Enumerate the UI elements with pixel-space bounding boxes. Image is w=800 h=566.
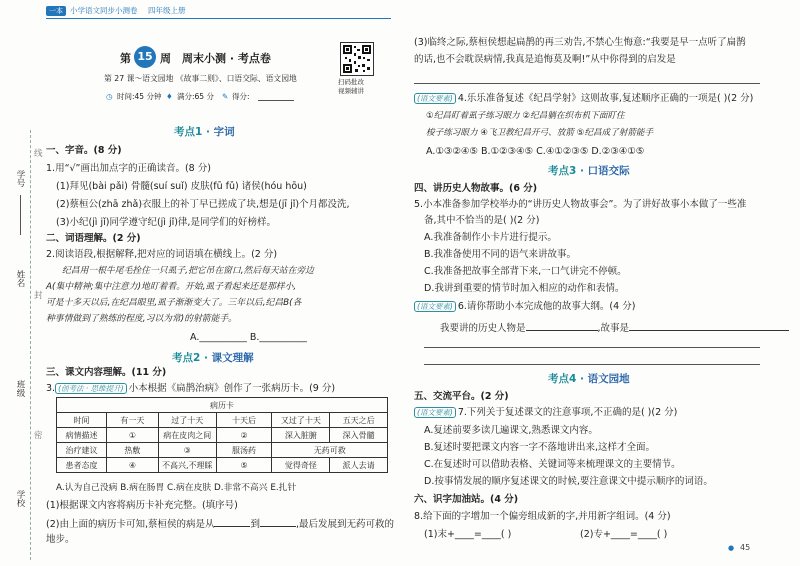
question-4-options[interactable]: A.①③②④⑤ B.①②③④⑤ C.④①②③⑤ D.②③④①⑤: [426, 146, 645, 157]
qr-caption-1: 扫码批改: [338, 78, 364, 86]
qr-code[interactable]: [340, 42, 374, 76]
passage-line-2: A(集中精神;集中注意力)地盯着看。开始,虱子看起来还是那样小,: [46, 282, 297, 292]
question-tag: (语文要素): [414, 301, 456, 312]
question-3-options: A.认为自己没病 B.病在肠胃 C.病在皮肤 D.非常不高兴 E.扎针: [56, 483, 297, 493]
kd-num: 3: [569, 165, 577, 177]
table-row: [57, 458, 388, 473]
q3-2-text-c: ,最后发展到无药可救的: [296, 519, 395, 530]
score-blank[interactable]: [258, 100, 294, 101]
part-3-heading: 三、课文内容理解。(11 分): [46, 367, 167, 378]
score-label: 得分:: [232, 92, 250, 101]
question-5-option-a[interactable]: A.我准备制作小卡片进行提示。: [424, 232, 557, 243]
q6-text-b: ,故事是: [597, 323, 630, 334]
kd-sep: ·: [200, 352, 212, 364]
question-8-item-1[interactable]: (1)末+____=____( ): [424, 529, 512, 540]
answer-blank[interactable]: [526, 320, 598, 331]
qr-code-pattern: [341, 43, 373, 75]
table-cell: 过了十天: [158, 413, 216, 428]
question-2: 2.阅读语段,根据解释,把对应的词语填在横线上。(2 分): [46, 249, 278, 260]
cut-mark: 封: [34, 291, 43, 301]
question-3-part-1: (1)根据课文内容将病历卡补充完整。(填序号): [46, 500, 238, 511]
page-dot-icon: ●: [728, 544, 735, 552]
question-8-item-2[interactable]: (2)专+____=____( ): [580, 529, 668, 540]
question-3-text: 小本根据《扁鹊治病》创作了一张病历卡。(9 分): [128, 383, 336, 394]
table-row: [57, 413, 388, 428]
table-row: [57, 428, 388, 443]
table-cell: 服汤药: [216, 443, 272, 458]
table-cell: 深入脏腑: [272, 428, 330, 443]
student-id-label: 学号: [15, 170, 25, 187]
answer-blanks-ab[interactable]: A.__________ B.__________: [190, 332, 307, 343]
question-5-option-b[interactable]: B.我准备使用不同的语气来讲故事。: [424, 249, 577, 260]
time-limit: 时间:45 分钟: [117, 92, 162, 101]
table-row: [57, 443, 388, 458]
kd-sep: ·: [576, 373, 588, 385]
clock-icon: ◷: [106, 92, 113, 101]
part-2-heading: 二、词语理解。(2 分): [46, 233, 141, 244]
student-id-line: [20, 195, 22, 235]
kd-sep: ·: [576, 165, 588, 177]
table-cell: 时间: [57, 413, 107, 428]
table-cell: 病情描述: [57, 428, 107, 443]
part-4-heading: 四、讲历史人物故事。(6 分): [414, 183, 538, 194]
table-cell: 无药可救: [272, 443, 388, 458]
table-blank-cell[interactable]: ①: [106, 428, 158, 443]
table-cell: 十天后: [216, 413, 272, 428]
grade-label: 四年级上册: [148, 6, 186, 15]
table-blank-cell[interactable]: ③: [158, 443, 216, 458]
cut-mark: 线: [34, 149, 43, 159]
answer-line[interactable]: [414, 83, 760, 84]
full-score: 满分:65 分: [177, 92, 214, 101]
table-cell: 派人去请: [330, 458, 388, 473]
header-rule: [46, 18, 391, 19]
kd-prefix: 考点: [172, 352, 193, 364]
table-blank-cell[interactable]: ②: [216, 428, 272, 443]
part-5-heading: 五、交流平台。(2 分): [414, 391, 509, 402]
qr-caption-2: 视频辅讲: [338, 87, 364, 95]
q6-text-a: 我要讲的历史人物是: [440, 323, 526, 334]
kd-prefix: 考点: [174, 126, 195, 138]
question-5-option-d[interactable]: D.我讲到重要的情节时加入相应的动作和表情。: [424, 283, 625, 294]
question-8: 8.给下面的字增加一个偏旁组成新的字,并用新字组词。(4 分): [414, 511, 671, 522]
table-cell: 觉得奇怪: [272, 458, 330, 473]
question-3-part-3-a: (3)临终之际,蔡桓侯想起扁鹊的再三劝告,不禁心生悔意:“我要是早一点听了扁鹊: [414, 37, 746, 48]
question-4-item-line-2: 梭子练习眼力 ④飞卫教纪昌开弓、放箭 ⑤纪昌成了射箭能手: [426, 128, 654, 138]
kd-name: 口语交际: [587, 165, 630, 177]
kd-name: 语文园地: [587, 373, 630, 385]
kd-name: 课文理解: [211, 352, 254, 364]
kd-prefix: 考点: [548, 373, 569, 385]
question-7: [414, 406, 677, 419]
kd-num: 2: [193, 352, 201, 364]
class-label: 班级: [15, 380, 25, 397]
question-tag: (语文要素): [414, 93, 456, 104]
table-caption: 病历卡: [57, 398, 388, 413]
q3-2-text-b: 到: [250, 519, 260, 530]
kd-sep: ·: [202, 126, 214, 138]
kd-num: 4: [569, 373, 577, 385]
page-title: 周末小测 · 考点卷: [182, 52, 271, 65]
table-cell: 又过了十天: [272, 413, 330, 428]
section-heading-1: [174, 124, 235, 139]
series-name: 小学语文同步小测卷: [70, 6, 138, 15]
question-3-part-3-b: 的话,也不会耽误病情,我真是追悔莫及啊!”从中你得到的启发是: [414, 54, 676, 65]
name-label: 姓名: [15, 270, 25, 287]
answer-blank[interactable]: [214, 516, 250, 527]
week-prefix: 第: [120, 52, 131, 65]
table-cell: 治疗建议: [57, 443, 107, 458]
question-1-item-3[interactable]: (3)小纪(jì jǐ)同学遵守纪(jì jǐ)律,是同学们的好榜样。: [56, 217, 276, 228]
question-3-part-2-end: 地步。: [46, 534, 75, 545]
part-1-heading: 一、字音。(8 分): [46, 145, 122, 156]
score-icon: ♦: [166, 92, 173, 101]
section-heading-2: [172, 350, 254, 365]
question-3-part-2: [46, 516, 394, 531]
question-7-option-c[interactable]: C.在复述时可以借助表格、关键词等来梳理课文的主要情节。: [424, 459, 681, 470]
passage-line-4: 种事情做到了熟练的程度,习以为常)的射箭能手。: [46, 314, 237, 324]
table-blank-cell[interactable]: ⑤: [216, 458, 272, 473]
question-7-option-d[interactable]: D.按事情发展的顺序复述课文的时候,要注意课文中提示顺序的词语。: [424, 476, 713, 487]
passage-line-1: 纪昌用一根牛尾毛拴住一只虱子,把它吊在窗口,然后每天站在旁边: [62, 266, 314, 276]
question-1: 1.用“√”画出加点字的正确读音。(8 分): [46, 163, 211, 174]
table-cell: 热敷: [106, 443, 158, 458]
kd-name: 字词: [213, 126, 235, 138]
question-1-item-1[interactable]: (1)拜见(bài pǎi) 骨髓(suí suǐ) 皮肤(fū fǔ) 诸侯(hóu hōu): [56, 181, 307, 192]
question-3: 3. (创考法 · 思维提升) 小本根据《扁鹊治病》创作了一张病历卡。(9 分): [46, 383, 336, 394]
table-cell: 有一天: [106, 413, 158, 428]
week-suffix: 周: [160, 52, 171, 65]
binding-cut-line: [30, 130, 31, 560]
section-heading-3: [548, 163, 630, 178]
question-7-option-a[interactable]: A.复述前要多读几遍课文,熟悉课文内容。: [424, 425, 598, 436]
table-cell: 深入骨髓: [330, 428, 388, 443]
kd-num: 1: [195, 126, 203, 138]
week-number: 15: [134, 46, 156, 68]
kd-prefix: 考点: [548, 165, 569, 177]
table-blank-cell[interactable]: ④: [106, 458, 158, 473]
answer-blank[interactable]: [629, 320, 789, 331]
passage-line-3: 可是十多天以后,在纪昌眼里,虱子渐渐变大了。三年以后,纪昌B(各: [46, 298, 302, 308]
table-cell: 患者态度: [57, 458, 107, 473]
q3-2-text-a: (2)由上面的病历卡可知,蔡桓侯的病是从: [46, 519, 215, 530]
pencil-icon: ✎: [222, 92, 229, 101]
part-6-heading: 六、识字加油站。(4 分): [414, 494, 519, 505]
page-number: 45: [740, 543, 751, 552]
question-5-cont: 备,其中不恰当的是( )(2 分): [424, 215, 540, 226]
answer-line[interactable]: [424, 347, 760, 348]
table-cell: 病在皮肉之间: [158, 428, 216, 443]
medical-record-table: [56, 397, 388, 473]
question-7-option-b[interactable]: B.复述时要把课文内容一字不落地讲出来,这样才全面。: [424, 442, 656, 453]
question-5: 5.小本准备参加学校举办的“讲历史人物故事会”。为了讲好故事小本做了一些准: [414, 199, 747, 210]
question-1-item-2[interactable]: (2)蔡桓公(zhā zhǎ)衣服上的补丁早已搓成了块,想是(jī jǐ)个月都没洗,: [56, 199, 350, 210]
question-6: [414, 300, 635, 313]
question-tag: (创考法 · 思维提升): [55, 383, 127, 394]
table-cell: 五天之后: [330, 413, 388, 428]
page-subtitle: 第 27 课～语文园地 《故事二则》、口语交际、语文园地: [104, 74, 297, 83]
question-7-text: 7.下列关于复述课文的注意事项,不正确的是( )(2 分): [457, 407, 678, 418]
question-4-item-line-1: ①纪昌盯着虱子练习眼力 ②纪昌躺在织布机下面盯住: [426, 111, 625, 121]
question-6-fill: [440, 320, 789, 335]
question-4-text: 4.乐乐准备复述《纪昌学射》这则故事,复述顺序正确的一项是( )(2 分): [457, 93, 754, 104]
cut-mark: 密: [34, 431, 43, 441]
question-4: [414, 92, 753, 105]
school-label: 学校: [15, 490, 25, 507]
brand-badge: 一本: [46, 6, 66, 16]
section-heading-4: [548, 371, 630, 386]
table-cell: 不高兴,不理睬: [158, 458, 216, 473]
answer-blank[interactable]: [260, 516, 296, 527]
answer-line[interactable]: [424, 364, 760, 365]
question-6-text: 6.请你帮助小本完成他的故事大纲。(4 分): [457, 301, 636, 312]
question-tag: (语文要素): [414, 407, 456, 418]
question-5-option-c[interactable]: C.我准备把故事全部背下来,一口气讲完不停顿。: [424, 266, 627, 277]
